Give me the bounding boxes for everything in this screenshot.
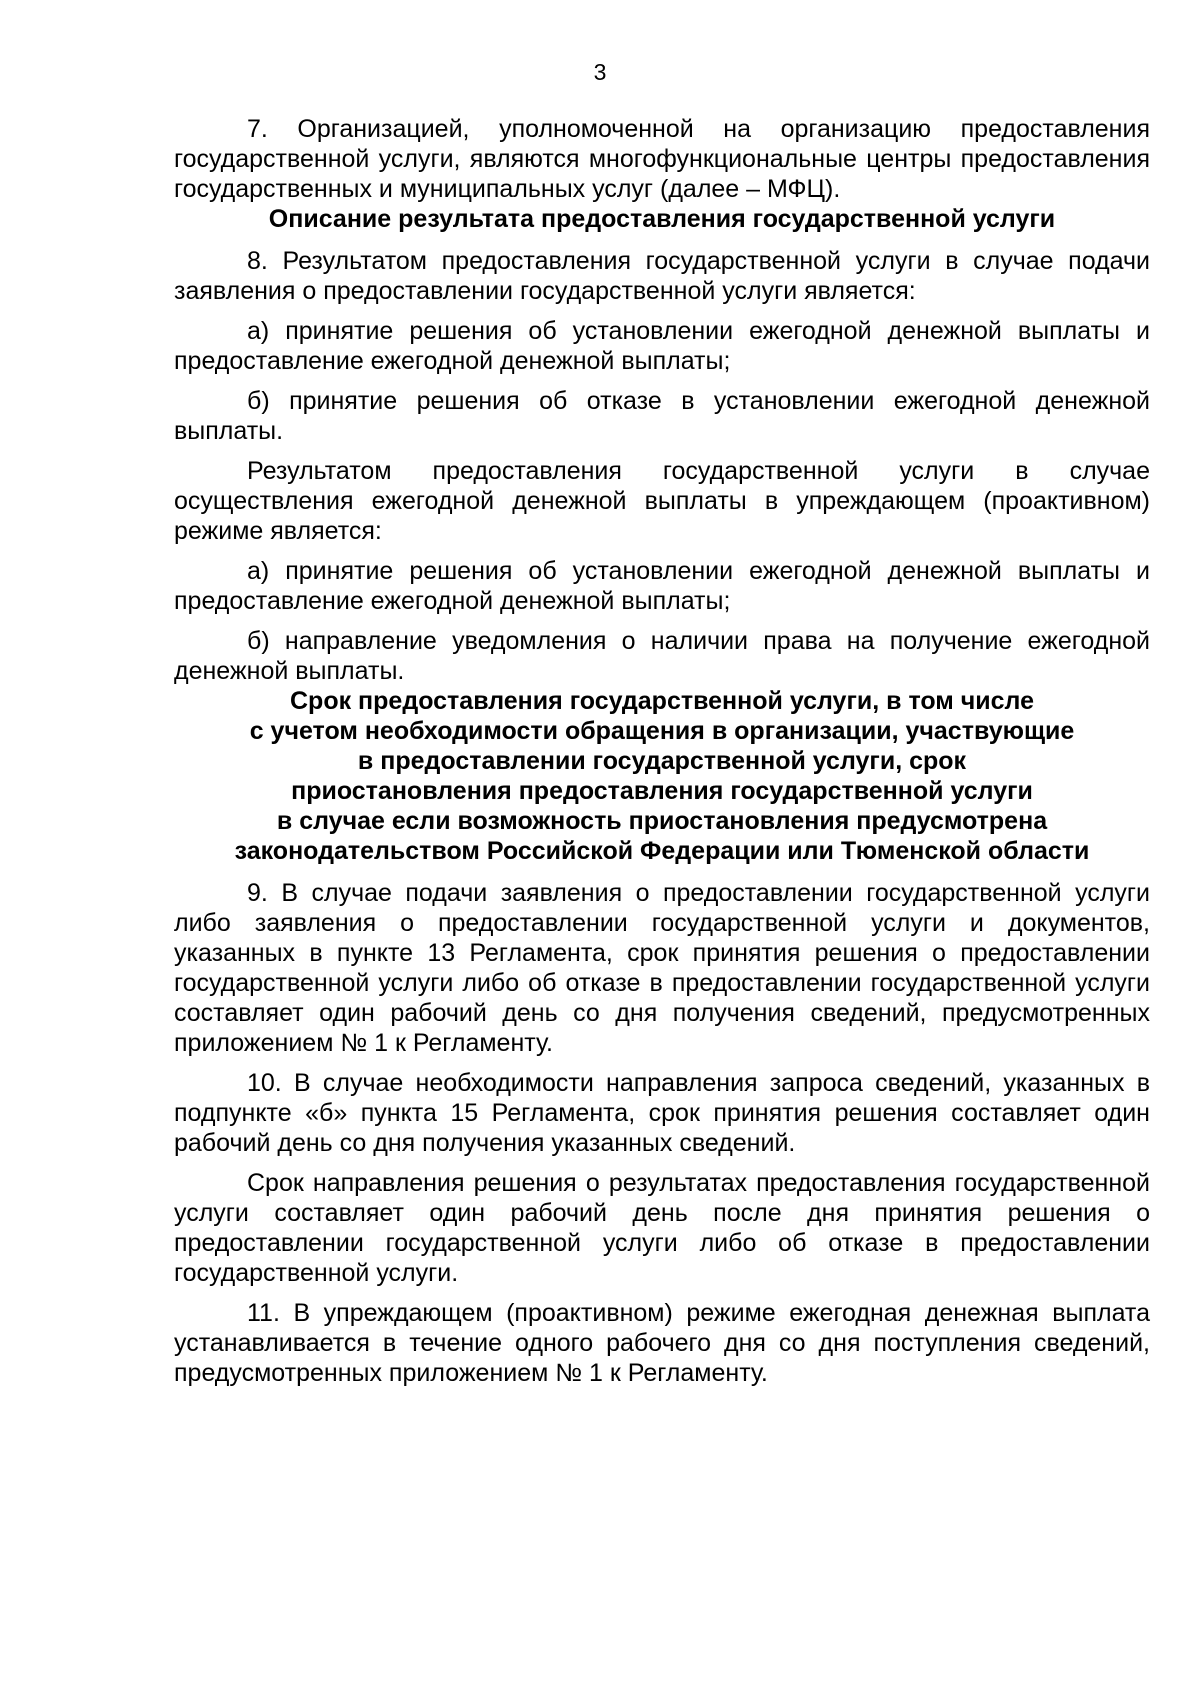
paragraph-10: 10. В случае необходимости направления запроса сведений, указанных в подпункте «б» пункта 15 Регламента, срок принятия решения составляет один рабочий день со дня получения указанных сведений. bbox=[174, 1069, 1150, 1157]
paragraph-8: 8. Результатом предоставления государственной услуги в случае подачи заявления о предоставлении государственной услуги является: bbox=[174, 247, 1150, 305]
paragraph-9: 9. В случае подачи заявления о предоставлении государственной услуги либо заявления о предоставлении государственной услуги и документов, указанных в пункте 13 Регламента, срок принятия решения о предоставлении государственной услуги либо об отказе в предоставлении государственной услуги составляет один рабочий день со дня получения сведений, предусмотренных приложением № 1 к Регламенту. bbox=[174, 879, 1150, 1057]
list-item-b-proactive: б) направление уведомления о наличии права на получение ежегодной денежной выплаты. bbox=[174, 627, 1150, 685]
section-heading-term bbox=[174, 686, 1150, 866]
heading-line: в предоставлении государственной услуги, срок bbox=[357, 747, 967, 775]
heading-line: с учетом необходимости обращения в организации, участвующие bbox=[249, 717, 1075, 745]
heading-line: Срок предоставления государственной услуги, в том числе bbox=[290, 687, 1034, 715]
list-item-a: а) принятие решения об установлении ежегодной денежной выплаты и предоставление ежегодной денежной выплаты; bbox=[174, 317, 1150, 375]
paragraph-7: 7. Организацией, уполномоченной на организацию предоставления государственной услуги, являются многофункциональные центры предоставления государственных и муниципальных услуг (далее – МФЦ). bbox=[174, 115, 1150, 203]
paragraph-proactive-result: Результатом предоставления государственной услуги в случае осуществления ежегодной денежной выплаты в упреждающем (проактивном) режиме является: bbox=[174, 457, 1150, 545]
paragraph-decision-term: Срок направления решения о результатах предоставления государственной услуги составляет один рабочий день после дня принятия решения о предоставлении государственной услуги либо об отказе в предоставлении государственной услуги. bbox=[174, 1169, 1150, 1287]
paragraph-11: 11. В упреждающем (проактивном) режиме ежегодная денежная выплата устанавливается в течение одного рабочего дня со дня поступления сведений, предусмотренных приложением № 1 к Регламенту. bbox=[174, 1299, 1150, 1387]
list-item-a-proactive: а) принятие решения об установлении ежегодной денежной выплаты и предоставление ежегодной денежной выплаты; bbox=[174, 557, 1150, 615]
list-item-b: б) принятие решения об отказе в установлении ежегодной денежной выплаты. bbox=[174, 387, 1150, 445]
heading-line: в случае если возможность приостановления предусмотрена bbox=[276, 807, 1048, 835]
heading-line: приостановления предоставления государственной услуги bbox=[291, 777, 1033, 805]
page-number: 3 bbox=[593, 59, 607, 85]
section-heading-result: Описание результата предоставления государственной услуги bbox=[268, 205, 1056, 233]
heading-line: законодательством Российской Федерации или Тюменской области bbox=[234, 837, 1090, 865]
document-body bbox=[174, 114, 1150, 1388]
